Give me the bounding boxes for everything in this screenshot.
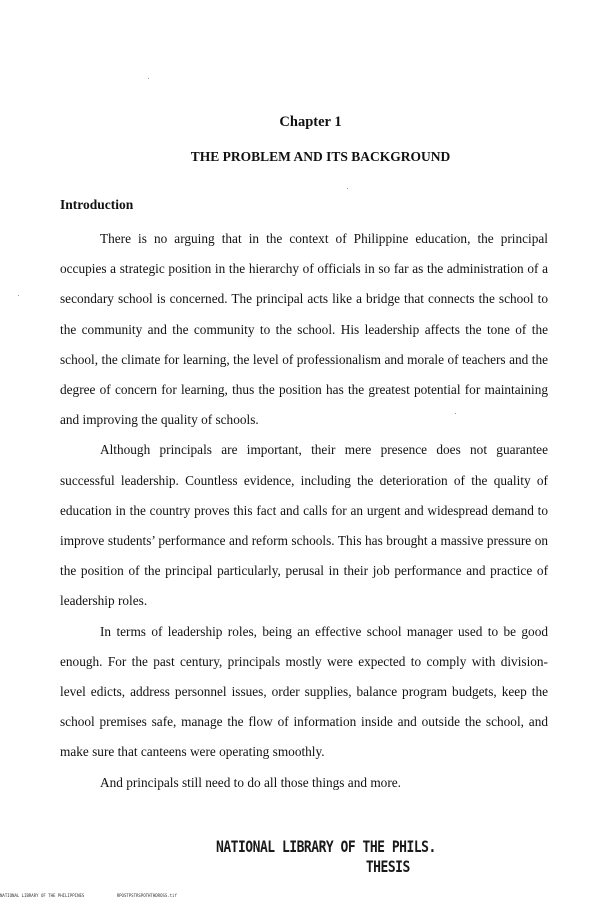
scan-speck [148,78,149,79]
chapter-title: THE PROBLEM AND ITS BACKGROUND [190,149,451,164]
footer-file-id: RPOSTPSTRSPOTHTHDROSS.tif [116,893,177,898]
body-text [60,224,548,798]
scan-speck [18,295,19,296]
section-heading: Introduction [60,197,134,212]
scan-footer [0,893,177,898]
paragraph-3: In terms of leadership roles, being an effective school manager used to be good enough. For the past century, principals mostly were expected to comply with division-level edicts, address personnel issues, order supplies, balance program budgets, keep the school premises safe, manage the flow of information inside and outside the school, and make sure that canteens were operating smoothly. [60,623,548,760]
scan-speck [455,413,456,414]
library-stamp [216,838,436,878]
footer-library: NATIONAL LIBRARY OF THE PHILIPPINES [0,893,85,898]
scan-speck [347,188,348,189]
stamp-line-1: NATIONAL LIBRARY OF THE PHILS. [216,838,436,857]
paragraph-2: Although principals are important, their mere presence does not guarantee successful leadership. Countless evidence, including the deterioration of the quality of education in the country proves this fact and calls for an urgent and widespread demand to improve students’ performance and reform schools. This has brought a massive pressure on the position of the principal particularly, perusal in their job performance and practice of leadership roles. [60,442,548,609]
paragraph-1: There is no arguing that in the context of Philippine education, the principal occupies a strategic position in the hierarchy of officials in so far as the administration of a secondary school is concerned. The principal acts like a bridge that connects the school to the community and the community to the school. His leadership affects the tone of the school, the climate for learning, the level of professionalism and morale of teachers and the degree of concern for learning, thus the position has the greatest potential for maintaining and improving the quality of schools. [60,231,548,428]
paragraph-4: And principals still need to do all those things and more. [100,774,401,790]
chapter-number: Chapter 1 [279,114,342,130]
stamp-line-2: THESIS [365,858,410,877]
